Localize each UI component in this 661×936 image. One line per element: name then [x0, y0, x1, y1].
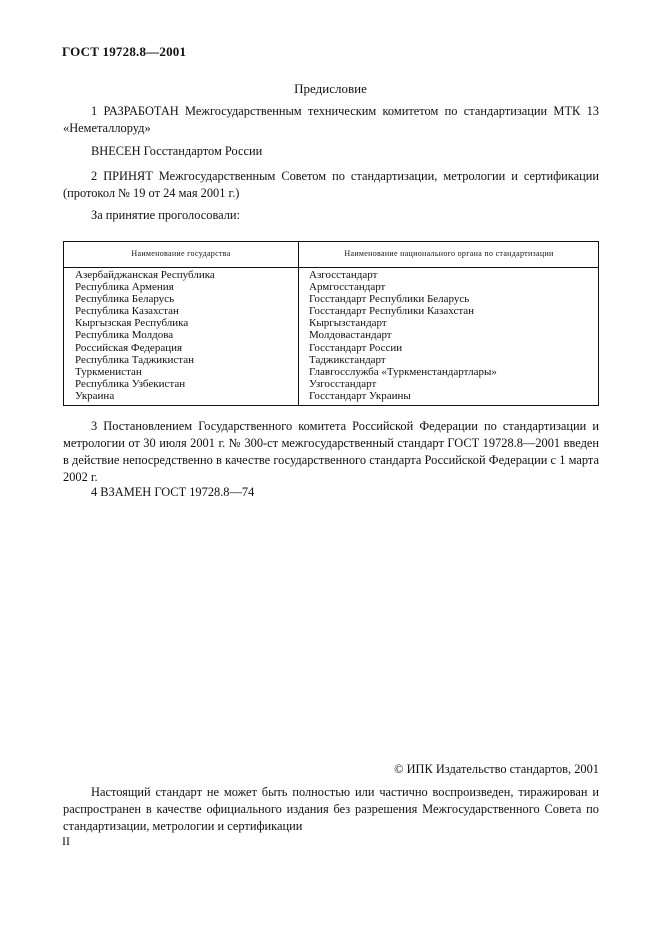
table-header-state: Наименование государства: [131, 249, 231, 258]
vote-caption: За принятие проголосовали:: [91, 208, 240, 222]
section-title: Предисловие: [294, 81, 367, 96]
table-cell-body: Главгосслужба «Туркменстандартлары»: [309, 365, 497, 378]
table-cell-state: Республика Таджикистан: [75, 353, 194, 366]
document-header: ГОСТ 19728.8—2001: [62, 44, 187, 59]
table-cell-body: Азгосстандарт: [309, 269, 378, 281]
table-cell-state: Российская Федерация: [75, 341, 183, 354]
table-cell-state: Туркменистан: [75, 365, 142, 378]
table-cell-state: Республика Молдова: [75, 329, 174, 342]
table-cell-body: Узгосстандарт: [309, 377, 377, 390]
reproduction-notice: Настоящий стандарт не может быть полностью или частично воспроизведен, тиражирован и распространен в качестве официального издания без разрешения Межгосударственного Совета по стандартизации, метрологии и сертификации: [63, 785, 599, 833]
table-cell-body: Армгосстандарт: [309, 281, 386, 294]
table-divider-horizontal: [64, 267, 598, 268]
voting-table: [63, 241, 599, 406]
table-cell-body: Таджикстандарт: [309, 353, 386, 366]
paragraph-2: 2 ПРИНЯТ Межгосударственным Советом по стандартизации, метрологии и сертификации (протокол № 19 от 24 мая 2001 г.): [63, 169, 599, 200]
page-number: II: [62, 834, 70, 848]
table-cell-body: Молдовастандарт: [309, 329, 392, 342]
table-cell-state: Республика Казахстан: [75, 305, 179, 318]
table-column-states: [75, 269, 215, 402]
paragraph-3: 3 Постановлением Государственного комитета Российской Федерации по стандартизации и метрологии от 30 июля 2001 г. № 300-ст межгосударственный стандарт ГОСТ 19728.8—2001 введен в действие непосредственно в качестве государственного стандарта Российской Федерации с 1 марта 2002 г.: [63, 419, 599, 484]
table-cell-state: Республика Узбекистан: [75, 377, 186, 390]
copyright-notice: © ИПК Издательство стандартов, 2001: [394, 762, 599, 776]
table-cell-state: Азербайджанская Республика: [75, 269, 215, 281]
table-cell-body: Госстандарт Республики Казахстан: [309, 305, 475, 318]
table-header-body: Наименование национального органа по стандартизации: [344, 249, 554, 258]
paragraph-4: 4 ВЗАМЕН ГОСТ 19728.8—74: [91, 485, 255, 499]
table-cell-body: Госстандарт Республики Беларусь: [309, 293, 470, 306]
paragraph-1: 1 РАЗРАБОТАН Межгосударственным техническим комитетом по стандартизации МТК 13 «Неметаллоруд»: [63, 104, 599, 135]
table-cell-state: Кыргызская Республика: [75, 317, 189, 330]
table-cell-body: Кыргызстандарт: [309, 317, 387, 330]
table-cell-body: Госстандарт Украины: [309, 389, 411, 402]
paragraph-1b: ВНЕСЕН Госстандартом России: [91, 144, 263, 158]
table-cell-body: Госстандарт России: [309, 341, 403, 354]
table-cell-state: Украина: [75, 389, 115, 402]
table-column-bodies: [309, 269, 497, 402]
table-cell-state: Республика Беларусь: [75, 293, 175, 306]
table-cell-state: Республика Армения: [75, 281, 174, 294]
